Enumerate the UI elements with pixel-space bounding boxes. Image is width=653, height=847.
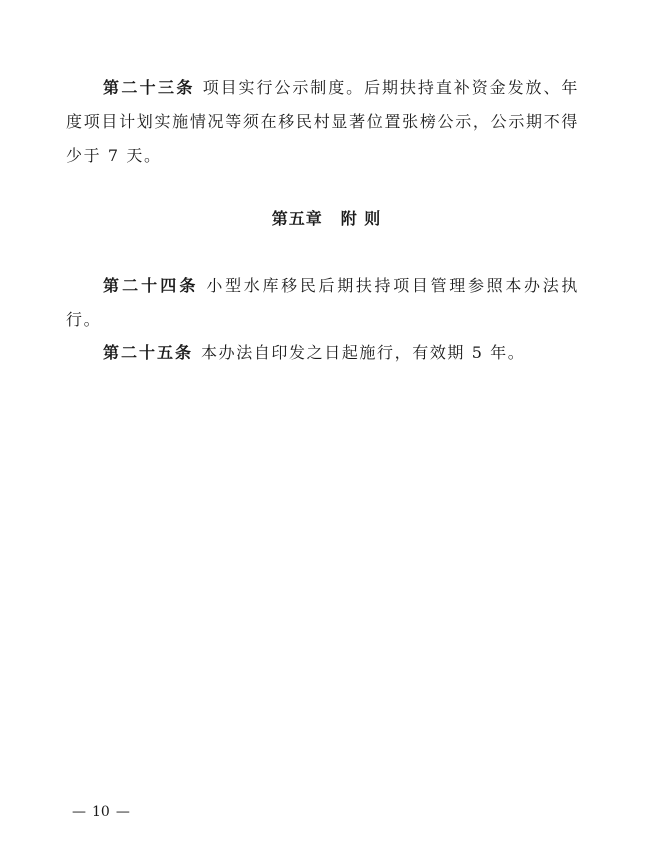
- article-24-heading: 第二十四条: [103, 276, 199, 295]
- article-23-text: 项目实行公示制度。后期扶持直补资金发放、年度项目计划实施情况等须在移民村显著位置张榜公示，公示期不得少于 7 天。: [66, 78, 579, 165]
- chapter-heading: [0, 202, 653, 236]
- footer-right-dash: —: [115, 804, 130, 820]
- article-23: [66, 71, 579, 173]
- chapter-number: 第五章: [271, 209, 323, 228]
- article-25-text: 本办法自印发之日起施行，有效期 5 年。: [201, 343, 526, 362]
- page-number: 10: [92, 804, 110, 820]
- article-23-heading: 第二十三条: [103, 78, 195, 97]
- chapter-title: 附 则: [340, 209, 382, 228]
- article-24: [66, 269, 579, 337]
- article-25: [66, 336, 579, 370]
- footer-left-dash: —: [72, 804, 86, 820]
- page-footer: [66, 800, 136, 824]
- article-25-heading: 第二十五条: [103, 343, 194, 362]
- article-24-text: 小型水库移民后期扶持项目管理参照本办法执行。: [66, 276, 579, 329]
